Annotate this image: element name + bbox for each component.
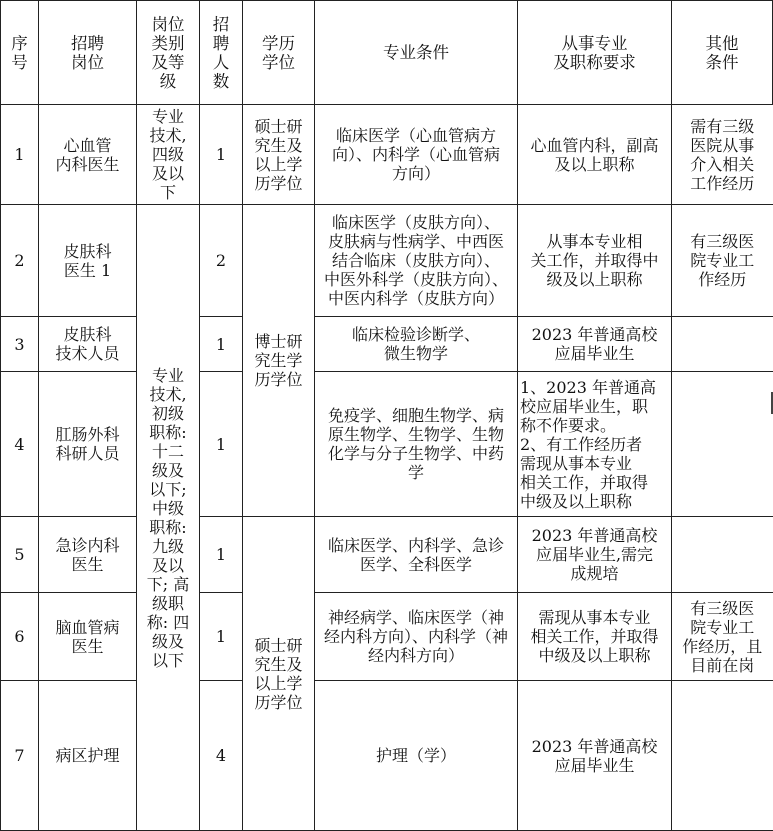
cell-count: 1	[200, 317, 243, 372]
cell-title-req: 心血管内科，副高 及以上职称	[518, 105, 672, 205]
cell-seq: 6	[1, 593, 39, 681]
header-position: 招聘 岗位	[39, 1, 137, 105]
cell-seq: 7	[1, 681, 39, 831]
header-education: 学历 学位	[243, 1, 315, 105]
cell-other	[672, 681, 773, 831]
cell-title-req: 1、2023 年普通高 校应届毕业生，职 称不作要求。 2、有工作经历者 需现从事本专业 相关工作，并取得 中级及以上职称	[518, 372, 672, 517]
cell-major: 神经病学、临床医学（神 经内科方向）、内科学（神 经内科方向）	[315, 593, 518, 681]
cell-major: 临床医学（心血管病方 向）、内科学（心血管病 方向）	[315, 105, 518, 205]
cell-other: 有三级医 院专业工 作经历，且 目前在岗	[672, 593, 773, 681]
cell-count: 1	[200, 517, 243, 593]
cell-seq: 1	[1, 105, 39, 205]
cell-count: 1	[200, 593, 243, 681]
table-row	[1, 372, 773, 517]
cell-category: 专业 技术, 四级 及以 下	[137, 105, 200, 205]
cell-other: 有三级医 院专业工 作经历	[672, 205, 773, 317]
header-major: 专业条件	[315, 1, 518, 105]
cell-position: 肛肠外科 科研人员	[39, 372, 137, 517]
cell-count: 1	[200, 372, 243, 517]
cell-seq: 4	[1, 372, 39, 517]
cell-major: 护理（学）	[315, 681, 518, 831]
header-category: 岗位 类别 及等 级	[137, 1, 200, 105]
header-count: 招 聘 人 数	[200, 1, 243, 105]
table-row	[1, 317, 773, 372]
cell-title-req: 需现从事本专业 相关工作，并取得 中级及以上职称	[518, 593, 672, 681]
cell-seq: 2	[1, 205, 39, 317]
cell-position: 心血管 内科医生	[39, 105, 137, 205]
cell-major: 临床医学（皮肤方向）、 皮肤病与性病学、中西医 结合临床（皮肤方向）、 中医外科学（皮肤方向）、 中医内科学（皮肤方向）	[315, 205, 518, 317]
cell-other: 需有三级 医院从事 介入相关 工作经历	[672, 105, 773, 205]
header-title-req: 从事专业 及职称要求	[518, 1, 672, 105]
table-row	[1, 205, 773, 317]
header-seq: 序 号	[1, 1, 39, 105]
cell-title-req: 2023 年普通高校 应届毕业生	[518, 317, 672, 372]
cell-major: 免疫学、细胞生物学、病 原生物学、生物学、生物 化学与分子生物学、中药 学	[315, 372, 518, 517]
cell-position: 病区护理	[39, 681, 137, 831]
table-row	[1, 681, 773, 831]
cell-major: 临床检验诊断学、 微生物学	[315, 317, 518, 372]
cell-seq: 3	[1, 317, 39, 372]
cell-education-merged: 硕士研 究生及 以上学 历学位	[243, 517, 315, 831]
cell-count: 1	[200, 105, 243, 205]
cell-position: 急诊内科 医生	[39, 517, 137, 593]
table-row	[1, 105, 773, 205]
cell-count: 4	[200, 681, 243, 831]
cell-position: 脑血管病 医生	[39, 593, 137, 681]
cell-category-merged: 专业 技术, 初级 职称: 十二 级及 以下; 中级 职称: 九级 及以 下; 高 级职 称: 四 级及 以下	[137, 205, 200, 831]
cell-count: 2	[200, 205, 243, 317]
cell-education: 硕士研 究生及 以上学 历学位	[243, 105, 315, 205]
cell-other	[672, 317, 773, 372]
cell-title-req: 2023 年普通高校 应届毕业生	[518, 681, 672, 831]
cell-title-req: 从事本专业相 关工作，并取得中 级及以上职称	[518, 205, 672, 317]
cell-seq: 5	[1, 517, 39, 593]
header-other: 其他 条件	[672, 1, 773, 105]
cell-position: 皮肤科 医生 1	[39, 205, 137, 317]
cell-position: 皮肤科 技术人员	[39, 317, 137, 372]
table-row	[1, 517, 773, 593]
cell-title-req: 2023 年普通高校 应届毕业生,需完 成规培	[518, 517, 672, 593]
cell-other	[672, 517, 773, 593]
cell-other	[672, 372, 773, 517]
table-row	[1, 593, 773, 681]
header-row	[1, 1, 773, 105]
cell-education-merged: 博士研 究生学 历学位	[243, 205, 315, 517]
cell-major: 临床医学、内科学、急诊 医学、全科医学	[315, 517, 518, 593]
